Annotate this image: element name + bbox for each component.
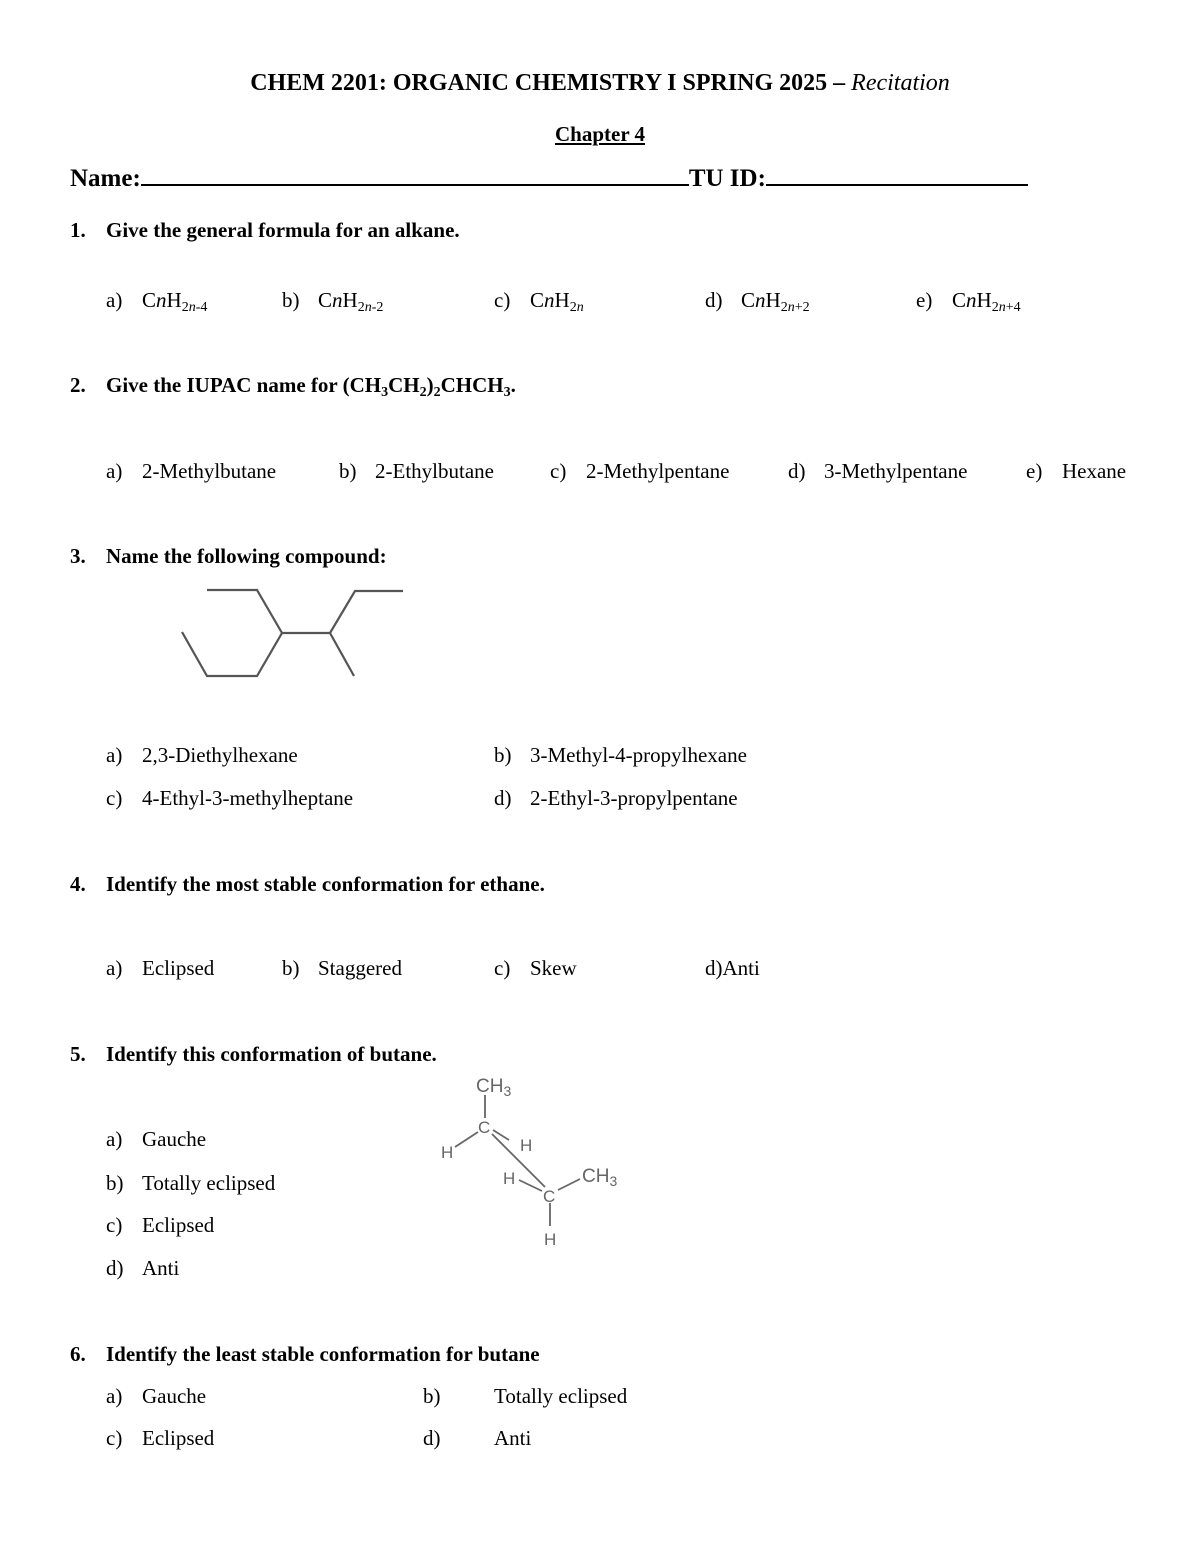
option-text: Skew <box>530 956 577 980</box>
question-text: Identify this conformation of butane. <box>106 1042 437 1066</box>
sawhorse-projection <box>430 1068 640 1253</box>
question-number: 4. <box>70 872 86 896</box>
option-letter: b) <box>106 1171 124 1195</box>
option-letter: a) <box>106 1384 123 1408</box>
option-text: Anti <box>722 956 760 980</box>
q4-option-d[interactable] <box>705 956 760 981</box>
option-text: Gauche <box>142 1384 207 1408</box>
option-text: Anti <box>142 1256 180 1280</box>
option-text: 2-Ethylbutane <box>375 459 494 483</box>
option-letter: d) <box>788 459 806 483</box>
option-letter: a) <box>106 743 123 767</box>
option-text: 3-Methylpentane <box>824 459 968 483</box>
hydrogen-label: H <box>520 1136 533 1155</box>
question-number: 6. <box>70 1342 86 1366</box>
option-formula: CnH$_{2n-2}$ <box>318 288 384 315</box>
option-letter: c) <box>106 1426 123 1450</box>
option-letter: d) <box>423 1426 441 1450</box>
question-number: 2. <box>70 373 86 397</box>
carbon-back-label: C <box>543 1187 556 1206</box>
tuid-label: TU ID: <box>688 165 766 192</box>
option-text: 2-Methylbutane <box>142 459 277 483</box>
option-letter: b) <box>494 743 512 767</box>
hydrogen-label: H <box>503 1169 516 1188</box>
option-letter: b) <box>339 459 357 483</box>
option-letter: c) <box>494 288 511 312</box>
option-letter: c) <box>550 459 567 483</box>
option-text: 2,3-Diethylhexane <box>142 743 298 767</box>
option-text: Anti <box>494 1426 532 1450</box>
option-formula: CnH$_{2n-4}$ <box>142 288 208 315</box>
option-text: 2-Ethyl-3-propylpentane <box>530 786 738 810</box>
option-letter: e) <box>916 288 933 312</box>
question-text: Name the following compound: <box>106 544 387 568</box>
question-number: 5. <box>70 1042 86 1066</box>
name-row <box>70 165 1028 193</box>
option-formula: CnH$_{2n+2}$ <box>741 288 810 315</box>
option-letter: a) <box>106 288 123 312</box>
name-label: Name: <box>70 165 141 192</box>
question-text: Identify the most stable conformation for ethane. <box>106 872 545 896</box>
option-text: 3-Methyl-4-propylhexane <box>530 743 747 767</box>
option-text: Eclipsed <box>142 1213 215 1237</box>
option-letter: a) <box>106 459 123 483</box>
skeletal-structure <box>170 582 420 687</box>
option-formula: CnH$_{2n+4}$ <box>952 288 1021 315</box>
hydrogen-label: H <box>544 1230 557 1249</box>
option-text: 2-Methylpentane <box>586 459 730 483</box>
option-letter: a) <box>106 956 123 980</box>
option-letter: d) <box>494 786 512 810</box>
carbon-front-label: C <box>478 1118 491 1137</box>
ch3-top-label: $CH_3$ <box>476 1076 512 1099</box>
option-letter: b) <box>282 288 300 312</box>
title-main: CHEM 2201: ORGANIC CHEMISTRY I SPRING 2025 – <box>250 70 852 96</box>
question-number: 1. <box>70 218 86 242</box>
option-text: 4-Ethyl-3-methylheptane <box>142 786 354 810</box>
option-letter: c) <box>106 786 123 810</box>
option-text: Totally eclipsed <box>142 1171 276 1195</box>
chapter-heading: Chapter 4 <box>554 122 646 146</box>
question-text: Give the general formula for an alkane. <box>106 218 460 242</box>
question-number: 3. <box>70 544 86 568</box>
option-letter: d) <box>106 1256 124 1280</box>
name-field[interactable] <box>141 166 689 186</box>
hydrogen-label: H <box>441 1143 454 1162</box>
option-letter: b) <box>282 956 300 980</box>
option-text: Hexane <box>1062 459 1127 483</box>
ch3-right-label: $CH_3$ <box>582 1166 618 1189</box>
option-letter: d) <box>705 956 723 980</box>
option-letter: c) <box>106 1213 123 1237</box>
option-letter: b) <box>423 1384 441 1408</box>
question-text: Identify the least stable conformation for butane <box>106 1342 540 1366</box>
option-text: Staggered <box>318 956 402 980</box>
page-title <box>0 70 1200 97</box>
option-text: Eclipsed <box>142 956 215 980</box>
option-text: Gauche <box>142 1127 207 1151</box>
tuid-field[interactable] <box>766 166 1028 186</box>
option-text: Totally eclipsed <box>494 1384 628 1408</box>
question-text: Give the IUPAC name for $(CH_3CH_2)_2CHCH_3$. <box>106 373 516 400</box>
option-letter: d) <box>705 288 723 312</box>
option-letter: c) <box>494 956 511 980</box>
title-italic: Recitation <box>851 70 950 96</box>
option-letter: a) <box>106 1127 123 1151</box>
option-formula: CnH$_{2n}$ <box>530 288 584 315</box>
option-letter: e) <box>1026 459 1043 483</box>
option-text: Eclipsed <box>142 1426 215 1450</box>
